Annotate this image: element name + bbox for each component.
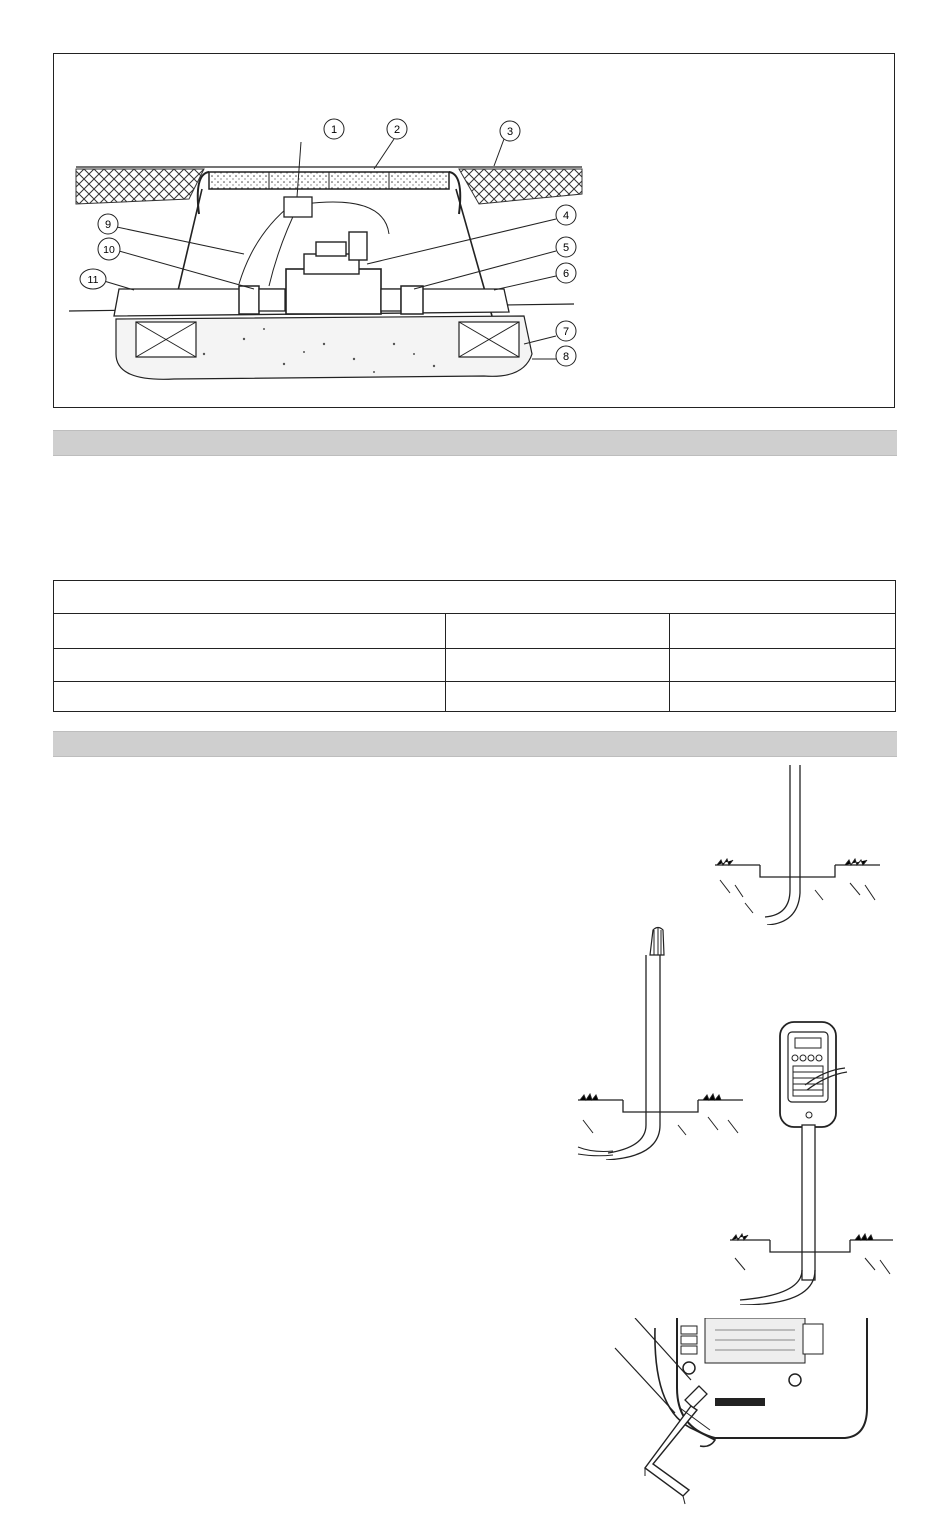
callout-3 [494,121,520,166]
section-header-bar-1 [53,430,897,456]
callout-10 [98,238,254,289]
callout-3-label: 3 [506,126,514,138]
callout-9-label: 9 [104,219,112,231]
callout-4 [367,205,576,264]
callout-1-label: 1 [330,124,338,136]
callout-5 [414,237,576,289]
callout-2-label: 2 [393,124,401,136]
callout-7-label: 7 [562,326,570,338]
callout-8 [532,346,576,366]
callout-8-label: 8 [562,351,570,363]
callout-4-label: 4 [562,210,570,222]
section-header-bar-2 [53,731,897,757]
callout-7 [524,321,576,344]
callout-5-label: 5 [562,242,570,254]
soil-left [76,169,204,204]
callout-10-label: 10 [103,244,115,256]
solenoid [349,232,367,260]
callout-6-label: 6 [562,268,570,280]
callout-11-label: 11 [87,274,99,286]
soil-right [459,169,582,204]
table-row [54,681,895,711]
callout-2 [374,119,407,169]
callout-6 [494,263,576,290]
valve-installation-figure [53,53,895,408]
pipe-in-ground-illustration [705,765,890,925]
wrench-illustration [605,1318,885,1514]
spec-table [53,580,896,712]
controller-on-pipe-illustration [725,1020,895,1305]
table-row [54,648,895,681]
wire-connectors [284,197,312,217]
valve-box-diagram [54,54,896,409]
table-row [54,613,895,648]
valve-body [286,269,381,314]
callout-11 [80,269,134,290]
